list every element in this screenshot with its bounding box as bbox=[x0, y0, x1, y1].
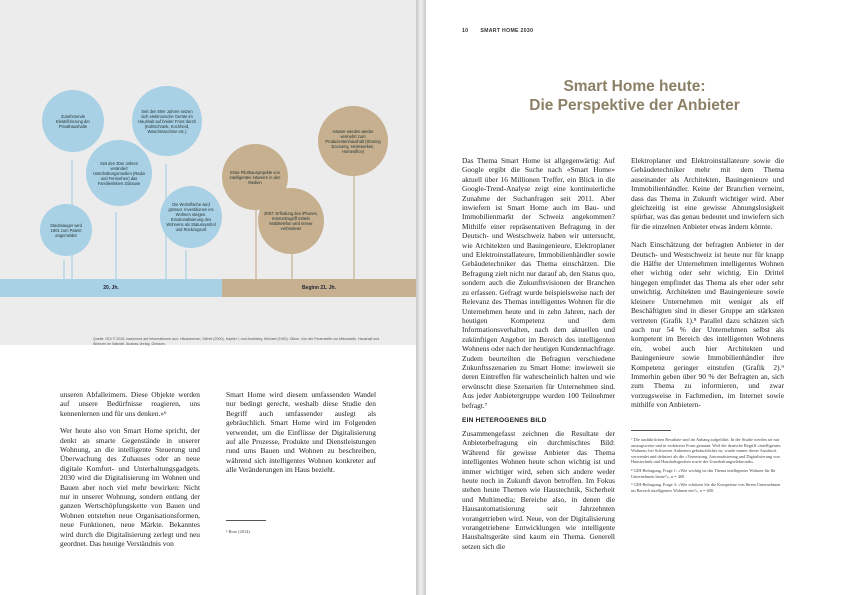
right-column-1-continued bbox=[462, 429, 615, 560]
footnote: ⁹ GDI-Befragung, Frage 3: «Wie schätzen Sie die Kompetenz von Ihrem Unternehmen im Bereich intelligentes Wohnen ein?», n = 400. bbox=[631, 482, 781, 493]
timeline-source: Quelle: GDI © 2015, basierend auf Informationen aus: Häusserman, Siebel (2000), Kapitel I, und Andritzky, Michael (1992): Oikos. Von der Feuerstelle zur Mikrowelle. Haushalt und Wohnen im Wandel. Anabas-Verlag, Giessen. bbox=[93, 337, 380, 346]
paragraph: unseren Abfalleimern. Diese Objekte werden auf unsere Bedürfnisse reagieren, uns kennenlernen und für uns denken.»⁶ bbox=[60, 390, 200, 418]
chapter-title bbox=[426, 77, 843, 115]
bubble-pilot-houses: Erste Pilothausprojekte von intelligenten Häusern in den Medien bbox=[222, 144, 288, 210]
left-page bbox=[0, 0, 416, 595]
bubble-electrification: Zunehmende Elektrifizierung der Privathaushalte bbox=[42, 90, 104, 152]
right-column-2 bbox=[631, 156, 784, 419]
paragraph: Zusammengefasst zeichnen die Resultate der Anbieterbefragung ein durchmischtes Bild: Während für gewisse Anbieter das Thema intelligentes Wohnen heute schon wichtig ist und immer wichtiger wird, sehen sich andere weder heute noch in Zukunft davon betroffen. Im Fokus stehen heute Themen wie Haustechnik, Sicherheit und Multimedia; Bereiche also, in denen die Hausautomatisierung seit Jahrzehnten vorangetrieben wird. Neue, von der Digitalisierung vorangetriebene Entwicklungen wie intelligente Haushaltsgeräte sind kaum ein Thema. Generell setzen sich die bbox=[462, 429, 615, 551]
timeline-infographic bbox=[0, 0, 416, 345]
bubble-living-space: Die Wohnfläche wird grösser. Investitionen ins Wohnen steigen. Emotionalisierung des Wohnens als Statussymbol und Rückzugsort bbox=[160, 186, 222, 248]
footnote-divider bbox=[631, 430, 671, 431]
era-20th-century: 20. Jh. bbox=[0, 279, 222, 297]
running-head bbox=[462, 28, 545, 34]
era-21st-century: Beginn 21. Jh. bbox=[222, 279, 416, 297]
bubble-vacuum: Staubsauger wird 1901 zum Patent angemeldet bbox=[40, 204, 92, 256]
footnote-divider bbox=[226, 520, 266, 521]
right-column-1 bbox=[462, 156, 615, 419]
paragraph: Nach Einschätzung der befragten Anbieter in der Deutsch- und Westschweiz ist heute nur für knapp die Hälfte der Unternehmen intelligentes Wohnen eher wichtig oder sehr wichtig. Ein Drittel hingegen empfindet das Thema als eher oder sehr unwichtig. Architekten und Bauingenieure sowie kleinere Unternehmen mit weniger als elf Beschäftigten sind in dieser Gruppe am stärksten vertreten (Grafik 1).⁸ Parallel dazu schätzen sich auch nur 54 % der Unternehmen selbst als kompetent im Bereich des intelligenten Wohnens ein, wobei auch hier Architekten und Bauingenieure sowie Immobilienhändler ihre Kompetenz geringer einstufen (Grafik 2).⁹ Immerhin geben über 90 % der Befragten an, sich zum Thema zu informieren, und zwar vorzugsweise in Fachmedien, im Internet sowie mithilfe von Anbietern- bbox=[631, 240, 784, 410]
paragraph: Smart Home wird diesem umfassenden Wandel nur bedingt gerecht, weshalb diese Studie den Begriff auch umfassender auslegt als gebräuchlich. Smart Home wird im Folgenden verwendet, um die Einflüsse der Digitalisierung auf alle Prozesse, Produkte und Dienstleistungen rund ums Bauen und Wohnen zu beschreiben, während sich intelligentes Wohnen konkreter auf alle Veränderungen im Haus bezieht. bbox=[226, 390, 376, 475]
title-line-2: Die Perspektive der Anbieter bbox=[529, 97, 740, 114]
page-number: 10 bbox=[462, 28, 469, 34]
paragraph: Wer heute also von Smart Home spricht, der denkt an smarte Gegenstände in unserer Wohnung, an die intelligente Steuerung und Überwachung des Zuhauses oder an neue digitale Komfort- und Unterhaltungsgadgets. 2030 wird die Digitalisierung im Wohnen und Bauen aber noch viel mehr bewirken: Nicht nur in unserer Wohnung, sondern entlang der ganzen Wertschöpfungskette von Bauen und Wohnen entstehen neue Organisationsformen, neue Funktionen, neue Märkte. Bekanntes wird durch die Digitalisierung zerlegt und neu geordnet. Das heutige Verständnis von bbox=[60, 426, 200, 549]
bubble-iphone: 2007: Erfindung des iPhones, Internetzugriff mittels Mobiltelefon wird immer verbreiteter bbox=[258, 188, 324, 254]
footnote: ⁷ Die ausführlichen Resultate sind im Anhang aufgeführt. In der Studie werden sie nur auszugsweise und in verkürzter Form genannt. Weil der deutsche Begriff «intelligentes Wohnen» bei Schweizer Anbietern gebräuchlicher ist, wurde immer dieser Ausdruck verwendet und definiert als die «Vernetzung, Automatisierung und Digitalisierung von Haustechnik und Haushaltsgeräten sowie der Unterhaltungselektronik». bbox=[631, 437, 781, 465]
footnotes bbox=[631, 437, 784, 496]
running-title: SMART HOME 2030 bbox=[480, 28, 534, 34]
section-subhead: EIN HETEROGENES BILD bbox=[462, 417, 547, 424]
bubble-media: Seit den 30er Jahren verändert Unterhaltungsmedien (Radio und Fernsehen) das Familienleben Zuhause bbox=[86, 140, 152, 206]
left-column-2 bbox=[226, 390, 376, 484]
bubble-appliances: Seit den 50er Jahren setzen sich elektronische Geräte im Haushalt auf breiter Front durch (Kühlschrank, Kochherd, Waschmaschine etc.) bbox=[132, 86, 202, 156]
left-column-1 bbox=[60, 390, 200, 558]
footnote: ⁸ GDI-Befragung, Frage 1: «Wie wichtig ist das Thema intelligentes Wohnen für Ihr Unternehmen heute?», n = 400. bbox=[631, 467, 776, 479]
paragraph: Das Thema Smart Home ist allgegenwärtig: Auf Google ergibt die Suche nach «Smart Home» aktuell über 16 Millionen Treffer, ein Blick in die Google-Trend-Analyse zeigt eine kontinuierliche Zunahme der Suchanfragen seit 2011. Aber inwiefern ist Smart Home auch im Bau- und Immobilienmarkt der Schweiz angekommen? Mithilfe einer repräsentativen Befragung in der Deutsch- und Westschweiz haben wir untersucht, wie Architekten und Bauingenieure, Elektroplaner und Elektroinstallateure, Immobilienhändler sowie Gebäudetechniker das Thema einschätzen. Die Befragung zielt nicht nur darauf ab, den Status quo, sondern auch die Zukunftsvisionen der Branchen zu erfassen. Gefragt wurde beispielsweise nach der Relevanz des Themas intelligentes Wohnen für die Unternehmen heute und in zehn Jahren, nach der heutigen Kompetenz und dem Informationsverhalten, nach dem aktuellen und zukünftigen Angebot im Bereich des intelligenten Wohnens oder nach der heutigen Kundennachfrage. Zudem beurteilten die Befragten verschiedene Zukunftsszenarien zu Smart Home: inwieweit sie deren Eintreffen für wahrscheinlich halten und wie erwünscht diese Szenarien für Unternehmen sind. Aus jeder Anbietergruppe wurden 100 Teilnehmer befragt.⁷ bbox=[462, 156, 615, 410]
bubble-producer-household: Häuser werden wieder vermehrt zum Produzentenhaushalt (Sharing Economy, Heimwerken, Homeoffice) bbox=[318, 106, 388, 176]
footnote: ⁶ Rose (2014). bbox=[226, 529, 251, 534]
title-line-1: Smart Home heute: bbox=[563, 78, 706, 95]
book-gutter bbox=[416, 0, 426, 595]
paragraph: Elektroplaner und Elektroinstallateure sowie die Gebäudetechniker mehr mit dem Thema auseinander als Architekten, Bauingenieure und Immobilienhändler. Keine der Branchen verneint, dass das Thema in Zukunft wichtiger wird. Aber gleichzeitig ist eine gewisse Ahnungslosigkeit spürbar, was das genau bedeutet und inwiefern sich für die einzelnen Anbieter etwas ändern könnte. bbox=[631, 156, 784, 231]
